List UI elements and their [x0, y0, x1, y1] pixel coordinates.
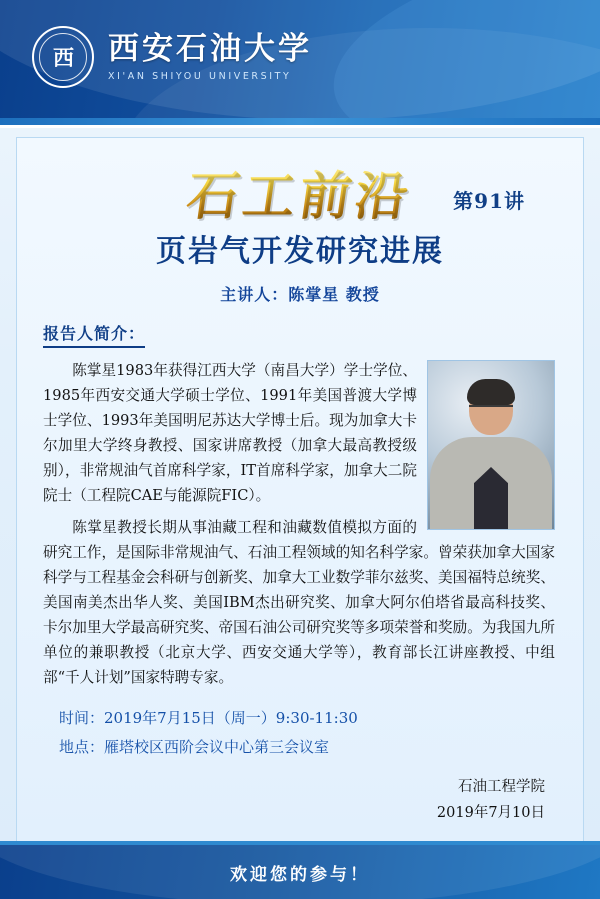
speaker-portrait	[427, 360, 555, 530]
event-info	[59, 704, 583, 761]
university-seal-icon	[32, 26, 94, 88]
series-title: 石工前沿	[179, 154, 422, 229]
series-episode-badge: 第91讲	[453, 189, 525, 213]
poster-body-card	[16, 137, 584, 845]
organizer-name: 石油工程学院	[458, 779, 545, 796]
bio-heading: 报告人简介：	[43, 321, 145, 348]
university-name-cn: 西安石油大学	[108, 30, 312, 67]
header-divider-blue	[0, 118, 600, 125]
bio-heading-wrap	[17, 305, 583, 348]
seal-character: 西	[53, 45, 73, 70]
footer-welcome-text: 欢迎您的参与！	[230, 864, 370, 885]
poster-footer	[0, 845, 600, 899]
bio-body	[43, 358, 555, 690]
university-logo	[32, 26, 312, 88]
bio-paragraph-1: 陈掌星1983年获得江西大学（南昌大学）学士学位、1985年西安交通大学硕士学位、1991年美国普渡大学博士学位、1993年美国明尼苏达大学博士后。现为加拿大卡尔加里大学终身教授、国家讲席教授（加拿大最高教授级别），非常规油气首席科学家，IT首席科学家，加拿大二院院士（工程院CAE与能源院FIC）。	[43, 362, 417, 505]
issue-date: 2019年7月10日	[436, 804, 545, 821]
series-title-row	[17, 154, 583, 227]
event-place: 地点：雁塔校区西阶会议中心第三会议室	[59, 737, 330, 756]
bio-paragraph-2: 陈掌星教授长期从事油藏工程和油藏数值模拟方面的研究工作，是国际非常规油气、石油工程领域的知名科学家。曾荣获加拿大国家科学与工程基金会科研与创新奖、加拿大工业数学菲尔兹奖、美国福特总统奖、美国南美杰出华人奖、美国IBM杰出研究奖、加拿大阿尔伯塔省最高科技奖、卡尔加里大学最高研究奖、帝国石油公司研究奖等多项荣誉和奖励。为我国九所单位的兼职教授（北京大学、西安交通大学等），教育部长江讲座教授、中组部“千人计划”国家特聘专家。	[43, 518, 555, 687]
portrait-hair	[467, 379, 515, 405]
speaker-line: 主讲人：陈掌星 教授	[220, 285, 380, 304]
poster-header	[0, 0, 600, 118]
organizer-signature	[17, 775, 545, 826]
portrait-glasses	[469, 405, 513, 416]
university-name-block	[108, 32, 312, 83]
university-name-en: XI'AN SHIYOU UNIVERSITY	[108, 71, 292, 83]
header-divider-white	[0, 125, 600, 128]
event-time: 时间：2019年7月15日（周一）9:30-11:30	[59, 709, 358, 728]
lecture-title: 页岩气开发研究进展	[156, 234, 444, 269]
